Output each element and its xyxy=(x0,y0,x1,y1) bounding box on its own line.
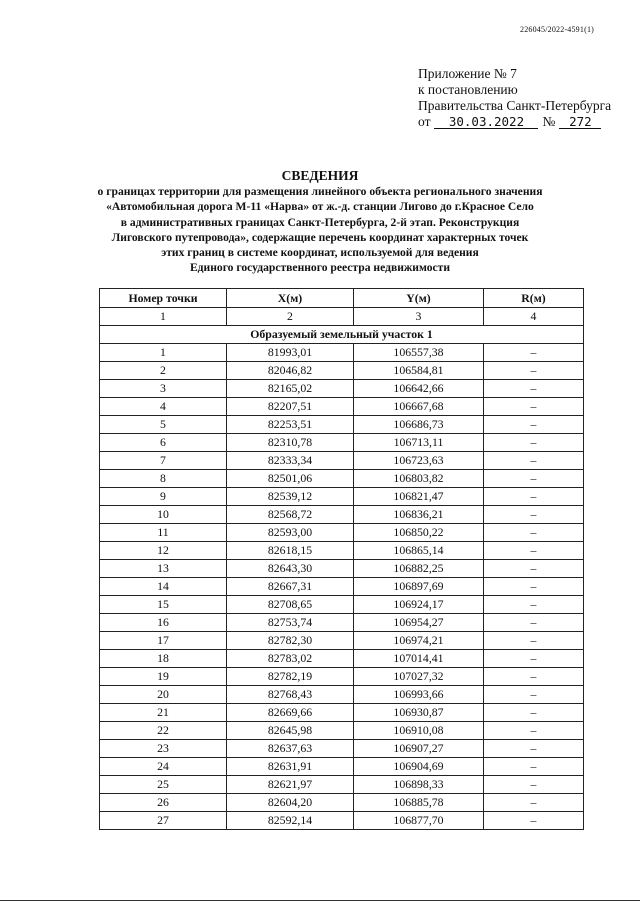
cell-r: – xyxy=(484,398,584,416)
cell-point-number: 7 xyxy=(100,452,227,470)
cell-y: 107014,41 xyxy=(354,650,484,668)
cell-r: – xyxy=(484,794,584,812)
cell-point-number: 4 xyxy=(100,398,227,416)
document-registration-number: 226045/2022-4591(1) xyxy=(520,25,595,34)
cell-x: 82501,06 xyxy=(227,470,354,488)
from-prefix: от xyxy=(418,114,431,129)
table-row xyxy=(100,542,584,560)
table-row xyxy=(100,578,584,596)
column-number: 1 xyxy=(100,308,227,326)
cell-r: – xyxy=(484,578,584,596)
section-row xyxy=(100,326,584,344)
cell-y: 106850,22 xyxy=(354,524,484,542)
table-row xyxy=(100,776,584,794)
cell-r: – xyxy=(484,668,584,686)
cell-r: – xyxy=(484,542,584,560)
cell-x: 82207,51 xyxy=(227,398,354,416)
cell-x: 82593,00 xyxy=(227,524,354,542)
table-row xyxy=(100,398,584,416)
cell-x: 82669,66 xyxy=(227,704,354,722)
table-row xyxy=(100,632,584,650)
cell-y: 106642,66 xyxy=(354,380,484,398)
cell-y: 106836,21 xyxy=(354,506,484,524)
cell-r: – xyxy=(484,596,584,614)
cell-r: – xyxy=(484,722,584,740)
cell-x: 81993,01 xyxy=(227,344,354,362)
table-row xyxy=(100,668,584,686)
cell-point-number: 3 xyxy=(100,380,227,398)
cell-r: – xyxy=(484,776,584,794)
cell-point-number: 2 xyxy=(100,362,227,380)
cell-x: 82782,30 xyxy=(227,632,354,650)
appendix-block xyxy=(418,66,611,130)
cell-x: 82592,14 xyxy=(227,812,354,830)
cell-x: 82604,20 xyxy=(227,794,354,812)
cell-y: 106882,25 xyxy=(354,560,484,578)
cell-r: – xyxy=(484,470,584,488)
cell-point-number: 24 xyxy=(100,758,227,776)
cell-point-number: 22 xyxy=(100,722,227,740)
cell-point-number: 9 xyxy=(100,488,227,506)
cell-y: 106910,08 xyxy=(354,722,484,740)
cell-r: – xyxy=(484,650,584,668)
cell-x: 82539,12 xyxy=(227,488,354,506)
table-header-row xyxy=(100,289,584,308)
cell-x: 82637,63 xyxy=(227,740,354,758)
cell-x: 82621,97 xyxy=(227,776,354,794)
column-number-row xyxy=(100,308,584,326)
document-title: СВЕДЕНИЯ xyxy=(281,168,359,183)
cell-x: 82333,34 xyxy=(227,452,354,470)
cell-r: – xyxy=(484,614,584,632)
cell-y: 106584,81 xyxy=(354,362,484,380)
cell-x: 82568,72 xyxy=(227,506,354,524)
cell-x: 82708,65 xyxy=(227,596,354,614)
cell-r: – xyxy=(484,560,584,578)
table-row xyxy=(100,452,584,470)
cell-x: 82643,30 xyxy=(227,560,354,578)
cell-y: 106993,66 xyxy=(354,686,484,704)
cell-point-number: 13 xyxy=(100,560,227,578)
table-row xyxy=(100,344,584,362)
cell-point-number: 6 xyxy=(100,434,227,452)
cell-y: 107027,32 xyxy=(354,668,484,686)
cell-point-number: 20 xyxy=(100,686,227,704)
cell-r: – xyxy=(484,506,584,524)
cell-x: 82783,02 xyxy=(227,650,354,668)
page-bottom-rule xyxy=(0,900,640,901)
column-header-x: X(м) xyxy=(227,289,354,308)
cell-r: – xyxy=(484,416,584,434)
column-header-r: R(м) xyxy=(484,289,584,308)
heading-line: «Автомобильная дорога М-11 «Нарва» от ж.-д. станции Лигово до г.Красное Село xyxy=(106,200,534,214)
table-row xyxy=(100,722,584,740)
section-title: Образуемый земельный участок 1 xyxy=(100,326,584,344)
cell-point-number: 12 xyxy=(100,542,227,560)
cell-point-number: 17 xyxy=(100,632,227,650)
table-row xyxy=(100,380,584,398)
heading-line: о границах территории для размещения линейного объекта регионального значения xyxy=(97,185,543,198)
heading-line: Единого государственного реестра недвижимости xyxy=(189,261,451,275)
column-header-y: Y(м) xyxy=(354,289,484,308)
cell-point-number: 8 xyxy=(100,470,227,488)
table-row xyxy=(100,812,584,830)
table-row xyxy=(100,740,584,758)
cell-r: – xyxy=(484,380,584,398)
document-heading xyxy=(88,184,552,276)
cell-y: 106904,69 xyxy=(354,758,484,776)
cell-x: 82253,51 xyxy=(227,416,354,434)
cell-y: 106885,78 xyxy=(354,794,484,812)
cell-r: – xyxy=(484,758,584,776)
cell-point-number: 16 xyxy=(100,614,227,632)
appendix-line-2: к постановлению xyxy=(418,82,518,97)
table-row xyxy=(100,704,584,722)
table-row xyxy=(100,434,584,452)
cell-x: 82753,74 xyxy=(227,614,354,632)
cell-y: 106667,68 xyxy=(354,398,484,416)
cell-point-number: 23 xyxy=(100,740,227,758)
cell-r: – xyxy=(484,434,584,452)
cell-x: 82768,43 xyxy=(227,686,354,704)
cell-point-number: 1 xyxy=(100,344,227,362)
cell-x: 82165,02 xyxy=(227,380,354,398)
cell-y: 106713,11 xyxy=(354,434,484,452)
cell-r: – xyxy=(484,524,584,542)
cell-point-number: 14 xyxy=(100,578,227,596)
number-prefix: № xyxy=(542,114,556,129)
cell-point-number: 25 xyxy=(100,776,227,794)
table-row xyxy=(100,416,584,434)
cell-x: 82667,31 xyxy=(227,578,354,596)
cell-x: 82046,82 xyxy=(227,362,354,380)
table-row xyxy=(100,488,584,506)
appendix-line-3: Правительства Санкт-Петербурга xyxy=(418,98,612,113)
table-row xyxy=(100,470,584,488)
cell-y: 106686,73 xyxy=(354,416,484,434)
cell-y: 106954,27 xyxy=(354,614,484,632)
table-row xyxy=(100,560,584,578)
column-number: 2 xyxy=(227,308,354,326)
column-number: 3 xyxy=(354,308,484,326)
heading-line: Лиговского путепровода», содержащие перечень координат характерных точек xyxy=(111,230,529,244)
cell-r: – xyxy=(484,812,584,830)
cell-x: 82618,15 xyxy=(227,542,354,560)
cell-point-number: 21 xyxy=(100,704,227,722)
cell-y: 106930,87 xyxy=(354,704,484,722)
appendix-date-line xyxy=(418,114,611,130)
cell-y: 106898,33 xyxy=(354,776,484,794)
cell-point-number: 15 xyxy=(100,596,227,614)
column-number: 4 xyxy=(484,308,584,326)
cell-point-number: 5 xyxy=(100,416,227,434)
cell-r: – xyxy=(484,344,584,362)
cell-point-number: 10 xyxy=(100,506,227,524)
table-row xyxy=(100,650,584,668)
cell-x: 82645,98 xyxy=(227,722,354,740)
table-row xyxy=(100,794,584,812)
cell-r: – xyxy=(484,632,584,650)
cell-y: 106924,17 xyxy=(354,596,484,614)
cell-point-number: 18 xyxy=(100,650,227,668)
appendix-line-1: Приложение № 7 xyxy=(418,66,517,81)
column-header-point-number: Номер точки xyxy=(100,289,227,308)
cell-r: – xyxy=(484,686,584,704)
cell-point-number: 27 xyxy=(100,812,227,830)
table-row xyxy=(100,506,584,524)
heading-line: в административных границах Санкт-Петербурга, 2-й этап. Реконструкция xyxy=(120,215,520,229)
cell-y: 106557,38 xyxy=(354,344,484,362)
cell-y: 106974,21 xyxy=(354,632,484,650)
cell-y: 106865,14 xyxy=(354,542,484,560)
heading-line: этих границ в системе координат, используемой для ведения xyxy=(161,246,479,260)
cell-r: – xyxy=(484,452,584,470)
table-row xyxy=(100,596,584,614)
cell-r: – xyxy=(484,704,584,722)
table-row xyxy=(100,686,584,704)
table-row xyxy=(100,758,584,776)
cell-y: 106877,70 xyxy=(354,812,484,830)
cell-r: – xyxy=(484,740,584,758)
cell-y: 106803,82 xyxy=(354,470,484,488)
cell-y: 106907,27 xyxy=(354,740,484,758)
table-row xyxy=(100,362,584,380)
table-row xyxy=(100,614,584,632)
cell-point-number: 26 xyxy=(100,794,227,812)
cell-r: – xyxy=(484,488,584,506)
cell-y: 106897,69 xyxy=(354,578,484,596)
resolution-date: 30.03.2022 xyxy=(434,115,538,129)
cell-point-number: 11 xyxy=(100,524,227,542)
cell-x: 82782,19 xyxy=(227,668,354,686)
table-row xyxy=(100,524,584,542)
cell-x: 82631,91 xyxy=(227,758,354,776)
cell-y: 106723,63 xyxy=(354,452,484,470)
cell-point-number: 19 xyxy=(100,668,227,686)
resolution-number: 272 xyxy=(559,115,601,129)
cell-y: 106821,47 xyxy=(354,488,484,506)
coordinates-table xyxy=(99,288,584,830)
cell-x: 82310,78 xyxy=(227,434,354,452)
cell-r: – xyxy=(484,362,584,380)
